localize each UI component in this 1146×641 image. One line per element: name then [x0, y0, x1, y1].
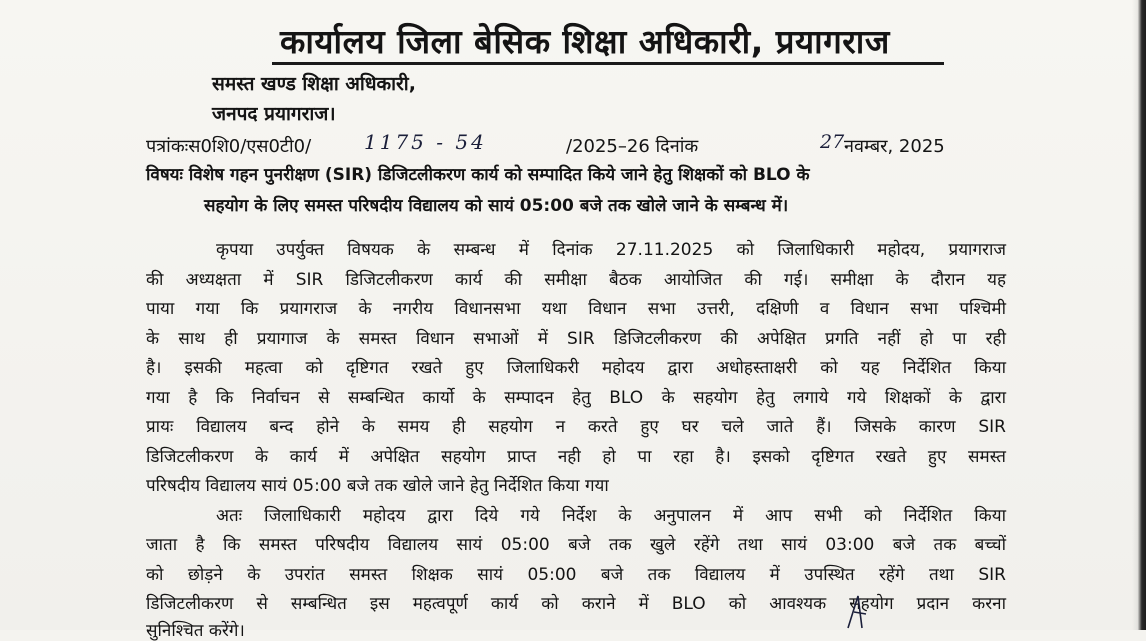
- office-title: कार्यालय जिला बेसिक शिक्षा अधिकारी, प्रयागराज: [280, 22, 890, 61]
- body-line: डिजिटलीकरण के कार्य में अपेक्षित सहयोग प्राप्त नही हो पा रहा है। इसको दृष्टिगत रखते हुए समस्त: [146, 446, 1006, 467]
- body-line-cutoff: सुनिश्चित करेंगे।: [146, 621, 245, 641]
- body-line: अतः जिलाधिकारी महोदय द्वारा दिये गये निर्देश के अनुपालन में आप सभी को निर्देशित किया: [216, 505, 1006, 526]
- scan-edge-shadow: [1132, 0, 1146, 630]
- reference-line: [146, 130, 1046, 160]
- body-line: है। इसकी महत्वा को दृष्टिगत रखते हुए जिलाधिकरी महोदय द्वारा अधोहस्ताक्षरी को यह निर्देशित किया: [146, 358, 1006, 378]
- body-line: जाता है कि समस्त परिषदीय विद्यालय सायं 05:00 बजे तक खुले रहेंगे तथा सायं 03:00 बजे तक बच्चों: [146, 535, 1006, 555]
- addressee-line-1: समस्त खण्ड शिक्षा अधिकारी,: [212, 73, 416, 95]
- body-line: कृपया उपर्युक्त विषयक के सम्बन्ध में दिनांक 27.11.2025 को जिलाधिकारी महोदय, प्रयागराज: [216, 240, 1006, 260]
- title-underline: [272, 62, 944, 65]
- body-line: गया है कि निर्वाचन से सम्बन्धित कार्यो के सम्पादन हेतु BLO के सहयोग हेतु लगाये गये शिक्षकों के द्वारा: [146, 387, 1006, 408]
- handwritten-date-day: 27: [820, 131, 845, 153]
- body-line: परिषदीय विद्यालय सायं 05:00 बजे तक खोले जाने हेतु निर्देशित किया गया: [146, 476, 609, 496]
- letter-body: [146, 236, 1006, 620]
- addressee-line-2: जनपद प्रयागराज।: [212, 103, 336, 125]
- body-line: की अध्यक्षता में SIR डिजिटलीकरण कार्य की समीक्षा बैठक आयोजित की गई। समीक्षा के दौरान यह: [146, 269, 1006, 290]
- body-line: पाया गया कि प्रयागराज के नगरीय विधानसभा यथा विधान सभा उत्तरी, दक्षिणी व विधान सभा पश्चिमी: [146, 299, 1006, 319]
- subject-block: [146, 160, 1026, 222]
- reference-month-year: नवम्बर, 2025: [844, 136, 945, 157]
- body-line: को छोड़ने के उपरांत समस्त शिक्षक सायं 05:00 बजे तक विद्यालय में उपस्थित रहेंगे तथा SIR: [146, 564, 1006, 585]
- subject-line-1: विषयः विशेष गहन पुनरीक्षण (SIR) डिजिटलीकरण कार्य को सम्पादित किये जाने हेतु शिक्षकों को BLO के: [146, 165, 810, 185]
- body-line: डिजिटलीकरण से सम्बन्धित इस महत्वपूर्ण कार्य को कराने में BLO को आवश्यक सहयोग प्रदान करना: [146, 594, 1006, 614]
- body-line: के साथ ही प्रयागाज के समस्त विधान सभाओं में SIR डिजिटलीकरण की अपेक्षित प्रगति नहीं हो पा रही: [146, 328, 1006, 349]
- handwritten-reference-number: 1175 - 54: [364, 130, 487, 154]
- subject-line-2: सहयोग के लिए समस्त परिषदीय विद्यालय को सायं 05:00 बजे तक खोले जाने के सम्बन्ध में।: [204, 196, 789, 216]
- pen-scribble-mark: [844, 590, 880, 630]
- body-line: प्रायः विद्यालय बन्द होने के समय ही सहयोग न करते हुए घर चले जाते हैं। जिसके कारण SIR: [146, 417, 1006, 437]
- reference-year-date-label: /2025–26 दिनांक: [566, 136, 699, 157]
- reference-label: पत्रांकःस0शि0/एस0टी0/: [146, 136, 312, 157]
